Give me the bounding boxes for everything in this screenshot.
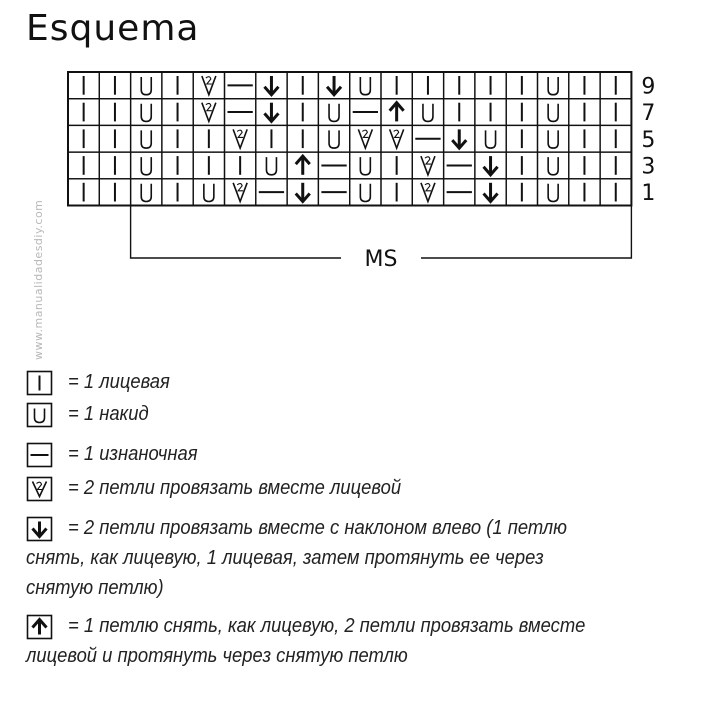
- chart-cell: [256, 125, 287, 152]
- legend-text-ssk: = 2 петли провязать вместе с наклоном влево (1 петлю: [68, 517, 567, 539]
- chart-cell: [162, 99, 193, 126]
- chart-cell: [444, 99, 475, 126]
- row-number-label: 9: [641, 74, 656, 100]
- chart-cell: [506, 72, 537, 99]
- legend-text-up: = 1 петлю снять, как лицевую, 2 петли провязать вместе: [68, 615, 586, 637]
- chart-cell: [475, 152, 506, 179]
- chart-row: [68, 72, 631, 99]
- chart-cell: [350, 99, 381, 126]
- page-title: Esquema: [26, 8, 200, 49]
- chart-cell: [569, 125, 600, 152]
- chart-cell: [287, 125, 318, 152]
- chart-cell: [569, 179, 600, 206]
- chart-cell: [287, 99, 318, 126]
- legend-text-ssk-line2: снять, как лицевую, 1 лицевая, затем протянуть ее через: [26, 547, 544, 569]
- chart-cell: [256, 99, 287, 126]
- chart-cell: [193, 179, 224, 206]
- chart-cell: [68, 125, 99, 152]
- chart-cell: [287, 179, 318, 206]
- chart-cell: [475, 72, 506, 99]
- chart-cell: [131, 99, 162, 126]
- legend-item-up: [26, 614, 630, 640]
- chart-cell: [538, 72, 569, 99]
- chart-cell: [68, 72, 99, 99]
- chart-cell: [99, 179, 130, 206]
- chart-cell: [381, 72, 412, 99]
- chart-cell: [162, 179, 193, 206]
- chart-cell: [225, 99, 256, 126]
- chart-cell: [475, 125, 506, 152]
- chart-cell: [506, 152, 537, 179]
- row-number-label: 5: [641, 127, 656, 153]
- legend-item-purl: [26, 442, 209, 468]
- chart-cell: [412, 179, 443, 206]
- chart-cell: [350, 152, 381, 179]
- purl-icon: [26, 442, 54, 468]
- chart-cell: [350, 179, 381, 206]
- chart-cell: [600, 72, 631, 99]
- legend-item-knit: [26, 370, 179, 396]
- chart-cell: [412, 125, 443, 152]
- ms-label: MS: [364, 247, 398, 272]
- chart-cell: [600, 179, 631, 206]
- chart-cell: [350, 125, 381, 152]
- chart-cell: [444, 72, 475, 99]
- chart-row: [68, 152, 631, 179]
- chart-cell: [318, 99, 349, 126]
- chart-cell: [162, 125, 193, 152]
- chart-cell: [318, 72, 349, 99]
- chart-cell: [131, 125, 162, 152]
- chart-cell: [256, 72, 287, 99]
- chart-row: [68, 99, 631, 126]
- chart-cell: [193, 125, 224, 152]
- chart-row: [68, 179, 631, 206]
- chart-cell: [131, 179, 162, 206]
- chart-cell: [569, 72, 600, 99]
- chart-cell: [99, 152, 130, 179]
- chart-cell: [381, 179, 412, 206]
- chart-cell: [287, 152, 318, 179]
- chart-cell: [68, 152, 99, 179]
- arrow-down-icon: [26, 516, 54, 542]
- chart-cell: [318, 179, 349, 206]
- chart-cell: [538, 179, 569, 206]
- k2tog-icon: [26, 476, 54, 502]
- chart-cell: [350, 72, 381, 99]
- chart-cell: [318, 125, 349, 152]
- legend-text-purl: = 1 изнаночная: [68, 443, 198, 465]
- chart-cell: [162, 152, 193, 179]
- chart-cell: [287, 72, 318, 99]
- chart-cell: [412, 72, 443, 99]
- chart-cell: [99, 125, 130, 152]
- row-number-label: 7: [641, 101, 656, 127]
- legend-text-k2tog: = 2 петли провязать вместе лицевой: [68, 477, 402, 499]
- legend-text-knit: = 1 лицевая: [68, 371, 170, 393]
- chart-cell: [569, 99, 600, 126]
- chart-cell: [256, 152, 287, 179]
- chart-cell: [381, 99, 412, 126]
- chart-cell: [506, 179, 537, 206]
- chart-cell: [600, 125, 631, 152]
- legend-item-k2tog: [26, 476, 430, 502]
- chart-cell: [193, 152, 224, 179]
- knitting-chart: [0, 0, 720, 280]
- chart-cell: [99, 72, 130, 99]
- arrow-up-icon: [26, 614, 54, 640]
- chart-cell: [600, 99, 631, 126]
- yarn-over-icon: [26, 402, 54, 428]
- chart-cell: [193, 99, 224, 126]
- chart-cell: [131, 152, 162, 179]
- chart-cell: [225, 125, 256, 152]
- watermark: www.manualidadesdiy.com: [32, 199, 45, 360]
- chart-cell: [538, 99, 569, 126]
- chart-cell: [225, 179, 256, 206]
- legend-text-up-line2: лицевой и протянуть через снятую петлю: [26, 645, 408, 667]
- chart-cell: [225, 152, 256, 179]
- chart-cell: [318, 152, 349, 179]
- chart-cell: [475, 179, 506, 206]
- chart-cell: [162, 72, 193, 99]
- chart-cell: [412, 99, 443, 126]
- chart-cell: [444, 179, 475, 206]
- chart-cell: [444, 125, 475, 152]
- chart-cell: [131, 72, 162, 99]
- chart-cell: [412, 152, 443, 179]
- legend-text-yarn-over: = 1 накид: [68, 403, 149, 425]
- chart-cell: [99, 99, 130, 126]
- chart-row: [68, 125, 631, 152]
- legend-text-ssk-line3: снятую петлю): [26, 577, 164, 599]
- chart-cell: [444, 152, 475, 179]
- legend-item-ssk: [26, 516, 610, 542]
- chart-cell: [538, 152, 569, 179]
- chart-cell: [538, 125, 569, 152]
- chart-cell: [256, 179, 287, 206]
- chart-cell: [569, 152, 600, 179]
- chart-cell: [193, 72, 224, 99]
- chart-cell: [506, 99, 537, 126]
- chart-cell: [381, 152, 412, 179]
- chart-cell: [68, 179, 99, 206]
- chart-cell: [600, 152, 631, 179]
- knit-icon: [26, 370, 54, 396]
- chart-cell: [381, 125, 412, 152]
- row-number-label: 1: [641, 181, 656, 207]
- chart-cell: [475, 99, 506, 126]
- legend-item-yarn-over: [26, 402, 156, 428]
- chart-cell: [506, 125, 537, 152]
- chart-cell: [225, 72, 256, 99]
- chart-cell: [68, 99, 99, 126]
- row-number-label: 3: [641, 154, 656, 180]
